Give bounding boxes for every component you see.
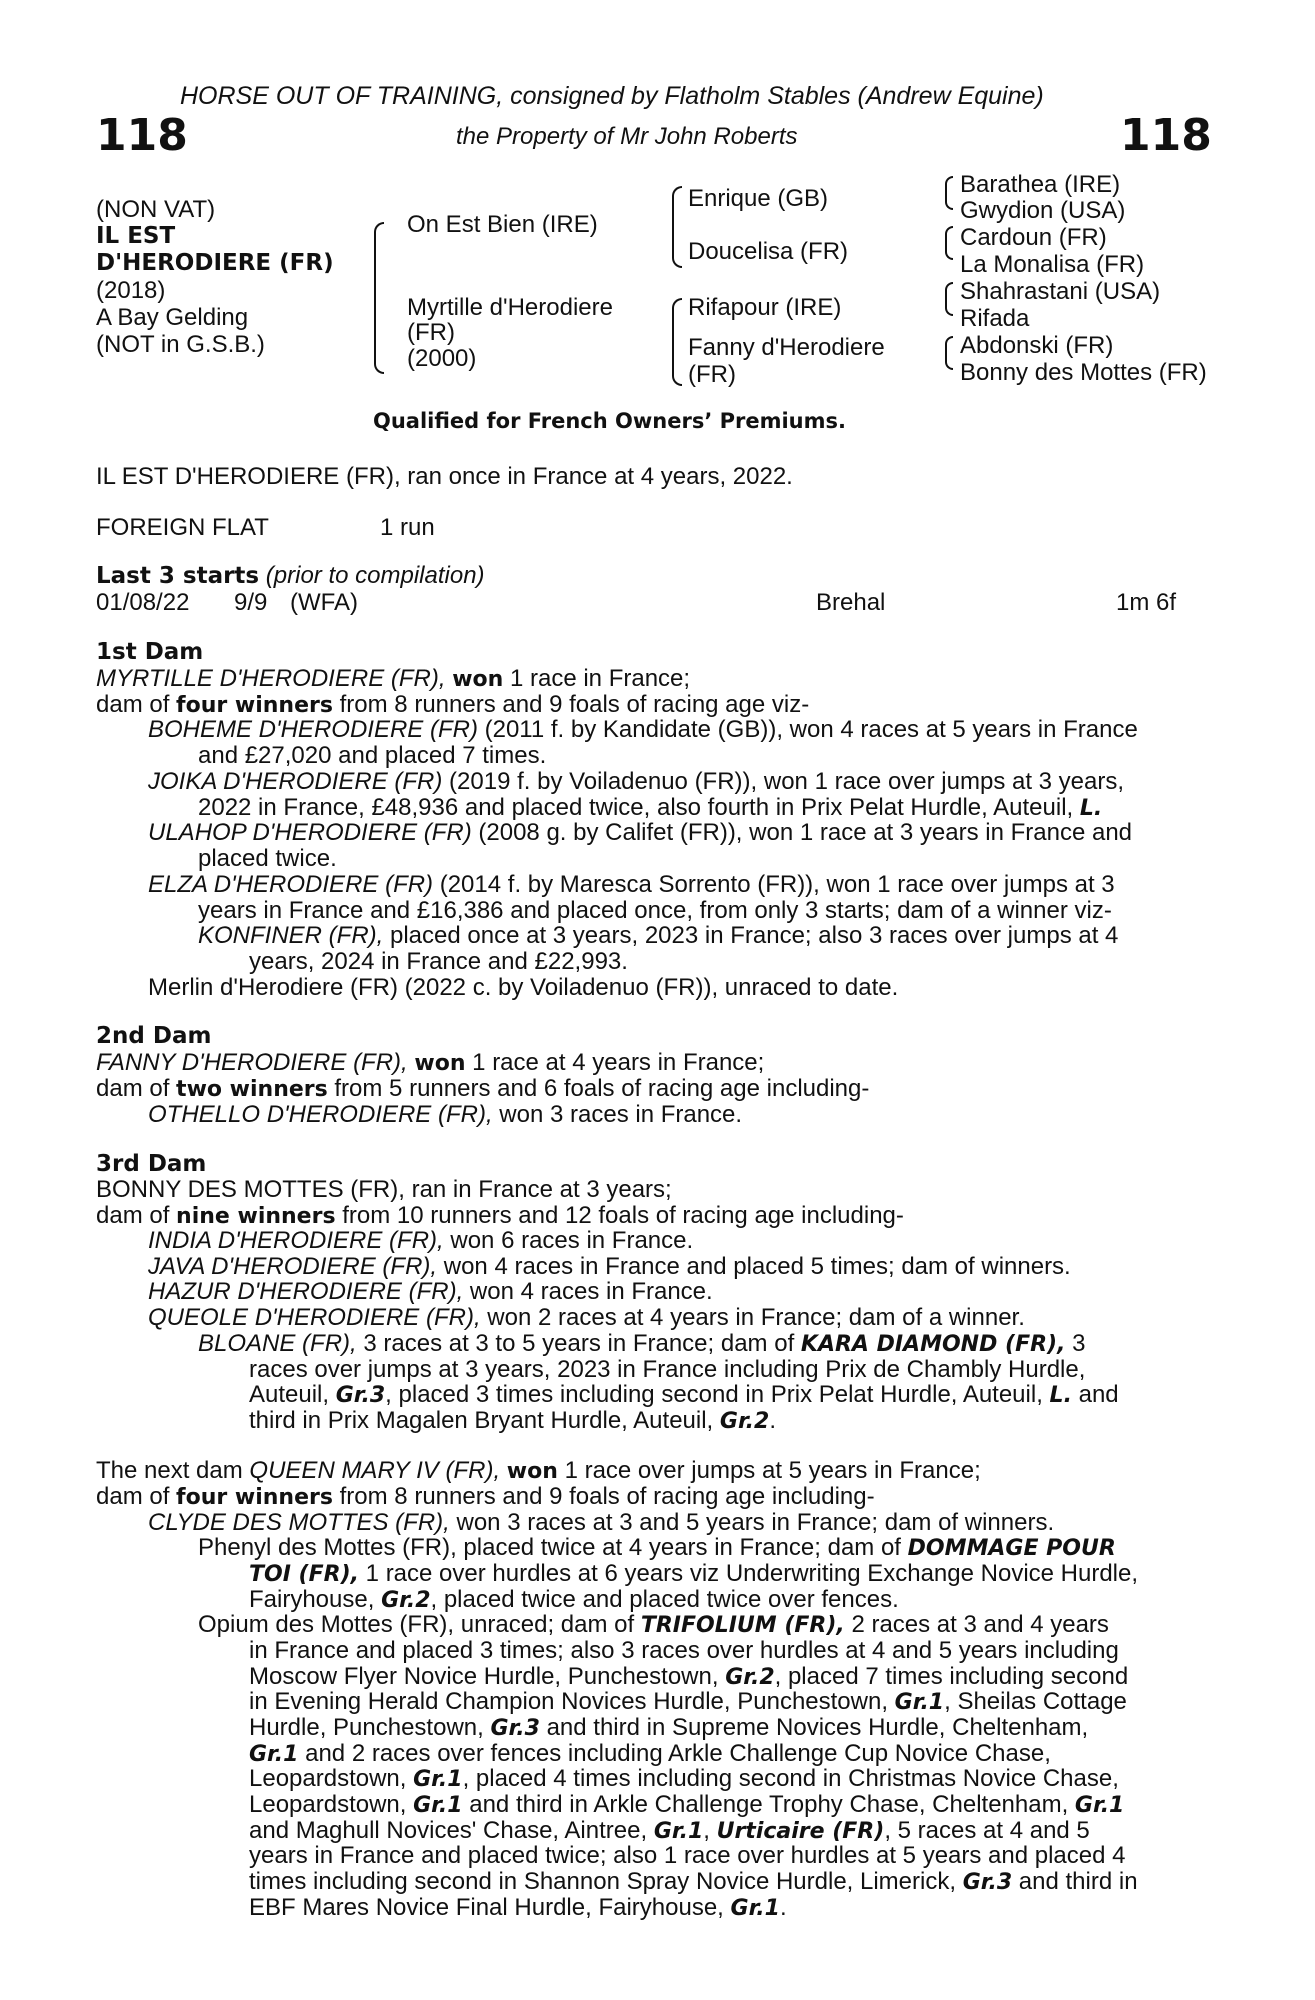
race-summary: IL EST D'HERODIERE (FR), ran once in France at 4 years, 2022. (96, 463, 793, 490)
opium-l12b: . (779, 1894, 787, 1921)
bloane-l4b: . (769, 1407, 777, 1434)
opium-l7a: Leopardstown, (249, 1765, 407, 1792)
opium-text-b: 2 races at 3 and 4 years (851, 1611, 1109, 1638)
dam2-dam-of-post: from 5 runners and 6 foals of racing age including- (334, 1075, 870, 1102)
trifolium: TRIFOLIUM (FR), (640, 1613, 845, 1638)
opium-l11g: Gr.3 (962, 1870, 1013, 1895)
nextdam-dam-of-pre: dam of (96, 1483, 170, 1510)
opium-l5g: Gr.3 (490, 1716, 540, 1741)
opium-l12a: EBF Mares Novice Final Hurdle, Fairyhouse, (249, 1894, 724, 1921)
dommage-toi: TOI (FR), (249, 1562, 359, 1587)
kara-diamond: KARA DIAMOND (FR), (800, 1332, 1066, 1357)
hazur-name: HAZUR D'HERODIERE (FR), (148, 1278, 464, 1305)
ulahop-name: ULAHOP D'HERODIERE (FR) (148, 819, 472, 846)
pedigree-dam-line2: (FR) (407, 319, 455, 346)
java-name: JAVA D'HERODIERE (FR), (148, 1253, 438, 1280)
lot-number-left: 118 (96, 110, 188, 161)
boheme-line1 (148, 717, 1138, 742)
opium-l3a: Moscow Flyer Novice Hurdle, Punchestown, (249, 1663, 719, 1690)
nextdam-dam-of-post: from 8 runners and 9 foals of racing age including- (339, 1483, 875, 1510)
pedigree-g4-7: Abdonski (FR) (960, 332, 1114, 359)
bloane-line2: races over jumps at 3 years, 2023 in France including Prix de Chambly Hurdle, (249, 1356, 1086, 1383)
ulahop-line1 (148, 820, 1132, 845)
boheme-line2: and £27,020 and placed 7 times. (198, 742, 547, 769)
bloane-line4 (249, 1408, 776, 1434)
opium-line2: in France and placed 3 times; also 3 races over hurdles at 4 and 5 years including (249, 1637, 1119, 1664)
dam3-heading: 3rd Dam (96, 1151, 207, 1177)
record-value: 1 run (380, 514, 435, 541)
opium-line3 (249, 1664, 1128, 1690)
start-date: 01/08/22 (96, 589, 190, 616)
phenyl-l3a: Fairyhouse, (249, 1586, 375, 1613)
nextdam-name-line (96, 1458, 981, 1484)
dommage-pour: DOMMAGE POUR (907, 1536, 1116, 1561)
konfiner-line1 (198, 923, 1118, 948)
opium-line9 (249, 1818, 1090, 1844)
opium-line4 (249, 1689, 1127, 1715)
horse-name-line1: IL EST (96, 223, 176, 249)
nextdam-won-rest: 1 race over jumps at 5 years in France; (564, 1457, 981, 1484)
last-starts-note: (prior to compilation) (265, 562, 485, 589)
phenyl-text-a: Phenyl des Mottes (FR), placed twice at 4 years in France; dam of (198, 1534, 901, 1561)
india-text: won 6 races in France. (450, 1227, 694, 1254)
dam2-heading: 2nd Dam (96, 1023, 212, 1049)
pedigree-brace-3a (945, 176, 953, 210)
pedigree-brace-1 (374, 222, 384, 374)
india-line (148, 1228, 693, 1253)
opium-l7g: Gr.1 (413, 1767, 463, 1792)
elza-text: (2014 f. by Maresca Sorrento (FR)), won 1 race over jumps at 3 (439, 871, 1115, 898)
pedigree-sire-dam: Doucelisa (FR) (688, 238, 849, 265)
pedigree-dam-sire: Rifapour (IRE) (688, 294, 842, 321)
bloane-text-b: 3 (1072, 1330, 1086, 1357)
lot-number-right: 118 (1120, 110, 1212, 161)
bloane-line3 (249, 1382, 1119, 1408)
merlin-line: Merlin d'Herodiere (FR) (2022 c. by Voiladenuo (FR)), unraced to date. (148, 974, 899, 1001)
opium-l8b: and third in Arkle Challenge Trophy Chase, Cheltenham, (469, 1791, 1069, 1818)
java-line (148, 1254, 1071, 1279)
pedigree-dam-line3: (2000) (407, 345, 477, 372)
opium-l9a: and Maghull Novices' Chase, Aintree, (249, 1817, 648, 1844)
clyde-name: CLYDE DES MOTTES (FR), (148, 1509, 450, 1536)
joika-line1 (148, 769, 1124, 794)
dam3-dam-of-post: from 10 runners and 12 foals of racing age including- (342, 1202, 904, 1229)
bloane-line1 (198, 1331, 1085, 1357)
elza-name: ELZA D'HERODIERE (FR) (148, 871, 434, 898)
dam1-dam-of-pre: dam of (96, 691, 170, 718)
nextdam-dam-of-bold: four winners (176, 1485, 333, 1510)
vat-status: (NON VAT) (96, 196, 216, 223)
pedigree-brace-3c (945, 282, 953, 316)
nextdam-name: QUEEN MARY IV (FR), (249, 1457, 501, 1484)
horse-year: (2018) (96, 277, 166, 304)
dam1-heading: 1st Dam (96, 639, 204, 665)
pedigree-g4-8: Bonny des Mottes (FR) (960, 359, 1207, 386)
hazur-text: won 4 races in France. (469, 1278, 713, 1305)
joika-text: (2019 f. by Voiladenuo (FR)), won 1 race over jumps at 3 years, (449, 768, 1125, 795)
konfiner-name: KONFINER (FR), (198, 922, 384, 949)
elza-line2: years in France and £16,386 and placed once, from only 3 starts; dam of a winner viz- (198, 897, 1112, 924)
pedigree-g4-2: Gwydion (USA) (960, 197, 1126, 224)
nextdam-dam-of (96, 1484, 875, 1510)
joika-name: JOIKA D'HERODIERE (FR) (148, 768, 443, 795)
opium-line7 (249, 1766, 1119, 1792)
bloane-gr3: Gr.3 (335, 1383, 386, 1408)
dam1-won-rest: 1 race in France; (509, 665, 691, 692)
phenyl-l3b: , placed twice and placed twice over fences. (430, 1586, 899, 1613)
start-position: 9/9 (234, 589, 268, 616)
opium-line1 (198, 1612, 1109, 1638)
dam3-dam-of-pre: dam of (96, 1202, 170, 1229)
bloane-l4a: third in Prix Magalen Bryant Hurdle, Auteuil, (249, 1407, 714, 1434)
phenyl-text-l2: 1 race over hurdles at 6 years viz Underwriting Exchange Novice Hurdle, (365, 1560, 1139, 1587)
opium-line6 (249, 1741, 1051, 1767)
opium-l7b: , placed 4 times including second in Christmas Novice Chase, (462, 1765, 1119, 1792)
othello-text: won 3 races in France. (499, 1101, 743, 1128)
clyde-line (148, 1510, 1054, 1535)
opium-l8g: Gr.1 (413, 1793, 463, 1818)
dam2-won: won (414, 1051, 466, 1076)
gsb-status: (NOT in G.S.B.) (96, 331, 265, 358)
pedigree-dam-line1: Myrtille d'Herodiere (407, 294, 613, 321)
clyde-text: won 3 races at 3 and 5 years in France; dam of winners. (456, 1509, 1055, 1536)
phenyl-line1 (198, 1535, 1116, 1561)
opium-line5 (249, 1715, 1088, 1741)
pedigree-brace-2b (672, 298, 682, 386)
dam2-dam-of-bold: two winners (176, 1077, 328, 1102)
opium-l5a: Hurdle, Punchestown, (249, 1714, 484, 1741)
joika-grade: L. (1079, 796, 1103, 821)
opium-line8 (249, 1792, 1124, 1818)
opium-l8g2: Gr.1 (1074, 1793, 1125, 1818)
elza-line1 (148, 872, 1115, 897)
othello-name: OTHELLO D'HERODIERE (FR), (148, 1101, 493, 1128)
phenyl-line3 (249, 1587, 899, 1613)
start-course: Brehal (816, 589, 886, 616)
pedigree-g4-1: Barathea (IRE) (960, 171, 1121, 198)
opium-l4b: , Sheilas Cottage (944, 1688, 1127, 1715)
dam1-name: MYRTILLE D'HERODIERE (FR), (96, 665, 446, 692)
dam3-name-line: BONNY DES MOTTES (FR), ran in France at 3 years; (96, 1176, 672, 1203)
pedigree-g4-6: Rifada (960, 305, 1030, 332)
bloane-l3c: and (1078, 1381, 1119, 1408)
opium-l9b: , 5 races at 4 and 5 (884, 1817, 1090, 1844)
joika-text2: 2022 in France, £48,936 and placed twice, also fourth in Prix Pelat Hurdle, Auteuil, (198, 794, 1074, 821)
opium-l12g: Gr.1 (730, 1896, 780, 1921)
dam1-name-line (96, 666, 690, 692)
opium-text-a: Opium des Mottes (FR), unraced; dam of (198, 1611, 635, 1638)
opium-l6g: Gr.1 (249, 1742, 299, 1767)
dam3-dam-of-bold: nine winners (176, 1204, 336, 1229)
opium-l3b: , placed 7 times including second (774, 1663, 1129, 1690)
queole-text: won 2 races at 4 years in France; dam of a winner. (487, 1304, 1025, 1331)
bloane-l3b: , placed 3 times including second in Prix Pelat Hurdle, Auteuil, (385, 1381, 1043, 1408)
nextdam-won: won (506, 1459, 558, 1484)
dam3-dam-of (96, 1203, 904, 1229)
urticaire: Urticaire (FR) (716, 1819, 885, 1844)
property-line: the Property of Mr John Roberts (456, 123, 798, 150)
ulahop-line2: placed twice. (198, 845, 337, 872)
queole-name: QUEOLE D'HERODIERE (FR), (148, 1304, 481, 1331)
opium-l9c: , (703, 1817, 710, 1844)
opium-l9g: Gr.1 (653, 1819, 704, 1844)
pedigree-sire-sire: Enrique (GB) (688, 185, 829, 212)
horse-description: A Bay Gelding (96, 304, 249, 331)
opium-line10: years in France and placed twice; also 1 race over hurdles at 5 years and placed 4 (249, 1842, 1126, 1869)
dam1-dam-of (96, 692, 809, 718)
pedigree-dam-dam-line2: (FR) (688, 361, 736, 388)
pedigree-brace-2a (672, 186, 682, 268)
dam2-name: FANNY D'HERODIERE (FR), (96, 1049, 408, 1076)
dam2-won-rest: 1 race at 4 years in France; (472, 1049, 765, 1076)
bloane-name: BLOANE (FR), (198, 1330, 357, 1357)
pedigree-g4-5: Shahrastani (USA) (960, 278, 1161, 305)
start-distance: 1m 6f (1116, 589, 1177, 616)
boheme-text: (2011 f. by Kandidate (GB)), won 4 races at 5 years in France (484, 716, 1138, 743)
opium-l3g: Gr.2 (725, 1665, 775, 1690)
hazur-line (148, 1279, 713, 1304)
bloane-text-a: 3 races at 3 to 5 years in France; dam of (363, 1330, 795, 1357)
opium-l11a: times including second in Shannon Spray Novice Hurdle, Limerick, (249, 1868, 957, 1895)
opium-l4g: Gr.1 (894, 1690, 945, 1715)
konfiner-line2: years, 2024 in France and £22,993. (249, 948, 628, 975)
opium-l5b: and third in Supreme Novices Hurdle, Cheltenham, (546, 1714, 1089, 1741)
othello-line (148, 1102, 742, 1127)
konfiner-text: placed once at 3 years, 2023 in France; also 3 races over jumps at 4 (390, 922, 1119, 949)
java-text: won 4 races in France and placed 5 times; dam of winners. (443, 1253, 1071, 1280)
opium-l6b: and 2 races over fences including Arkle Challenge Cup Novice Chase, (305, 1740, 1051, 1767)
opium-line12 (249, 1895, 787, 1921)
start-type: (WFA) (290, 589, 358, 616)
last-starts-title: Last 3 starts (96, 563, 260, 589)
pedigree-sire: On Est Bien (IRE) (407, 211, 598, 238)
opium-l4a: in Evening Herald Champion Novices Hurdle, Punchestown, (249, 1688, 888, 1715)
qualified-premiums: Qualified for French Owners’ Premiums. (373, 409, 846, 433)
dam1-dam-of-post: from 8 runners and 9 foals of racing age viz- (339, 691, 810, 718)
phenyl-line2 (249, 1561, 1138, 1587)
ulahop-text: (2008 g. by Califet (FR)), won 1 race at 3 years in France and (478, 819, 1133, 846)
boheme-name: BOHEME D'HERODIERE (FR) (148, 716, 478, 743)
bloane-l3a: Auteuil, (249, 1381, 330, 1408)
dam2-dam-of-pre: dam of (96, 1075, 170, 1102)
pedigree-dam-dam-line1: Fanny d'Herodiere (688, 334, 885, 361)
last-starts-heading (96, 563, 485, 589)
opium-l11b: and third in (1018, 1868, 1138, 1895)
opium-line11 (249, 1869, 1138, 1895)
dam1-won: won (452, 667, 504, 692)
opium-l8a: Leopardstown, (249, 1791, 407, 1818)
phenyl-gr2: Gr.2 (381, 1588, 431, 1613)
nextdam-pre: The next dam (96, 1457, 243, 1484)
dam2-name-line (96, 1050, 764, 1076)
pedigree-brace-3b (945, 226, 953, 260)
record-label: FOREIGN FLAT (96, 514, 269, 541)
consignment-line: HORSE OUT OF TRAINING, consigned by Flatholm Stables (Andrew Equine) (180, 82, 1044, 110)
bloane-gr2: Gr.2 (719, 1409, 770, 1434)
pedigree-g4-4: La Monalisa (FR) (960, 251, 1145, 278)
india-name: INDIA D'HERODIERE (FR), (148, 1227, 444, 1254)
dam2-dam-of (96, 1076, 869, 1102)
dam1-dam-of-bold: four winners (176, 693, 333, 718)
pedigree-g4-3: Cardoun (FR) (960, 224, 1107, 251)
pedigree-brace-3d (945, 336, 953, 370)
bloane-l-grade: L. (1049, 1383, 1072, 1408)
joika-line2 (198, 795, 1102, 821)
horse-name-line2: D'HERODIERE (FR) (96, 250, 334, 276)
queole-line (148, 1305, 1025, 1330)
